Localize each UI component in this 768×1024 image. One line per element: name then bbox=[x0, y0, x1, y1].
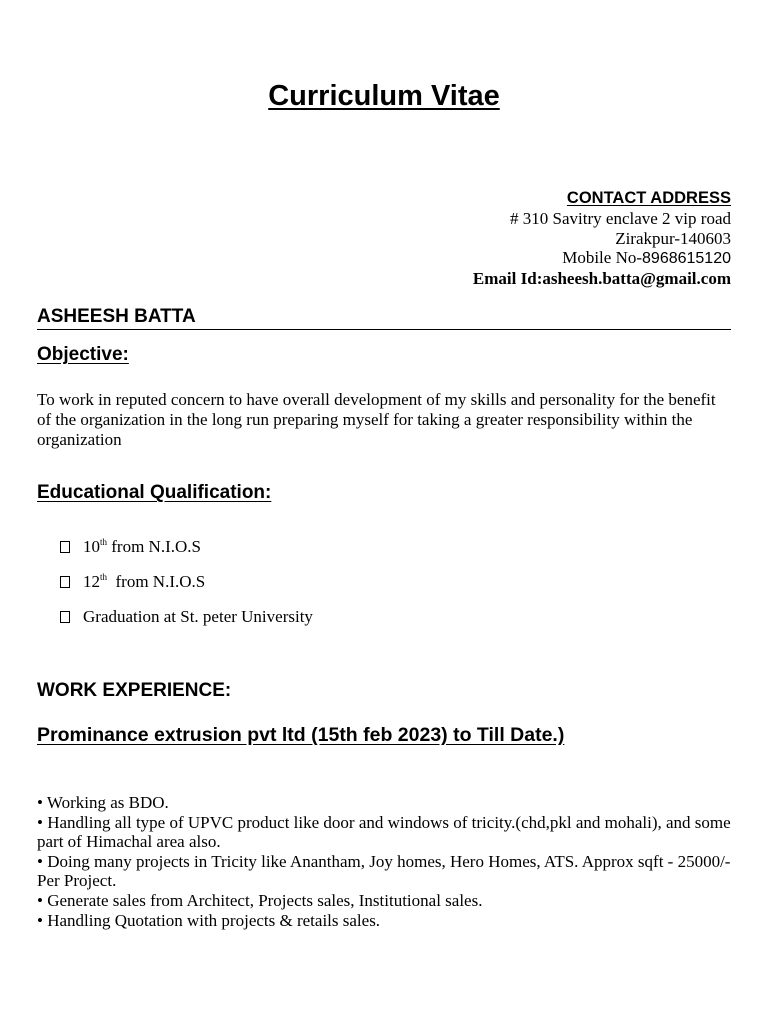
address-line-2: Zirakpur-140603 bbox=[615, 228, 731, 248]
contact-heading: CONTACT ADDRESS bbox=[566, 189, 731, 207]
candidate-name: ASHEESH BATTA bbox=[37, 306, 731, 330]
email-line: Email Id:asheesh.batta@gmail.com bbox=[472, 268, 731, 288]
objective-text: To work in reputed concern to have overall development of my skills and personality for the benefit of the organization in the long run preparing myself for taking a greater responsibility within the organization bbox=[37, 390, 716, 449]
list-item: • Working as BDO. bbox=[37, 793, 169, 812]
work-points bbox=[37, 793, 731, 930]
mobile-number: 8968615120 bbox=[642, 250, 731, 267]
company-heading: Prominance extrusion pvt ltd (15th feb 2023) to Till Date.) bbox=[37, 724, 565, 746]
document-title: Curriculum Vitae bbox=[268, 80, 500, 112]
education-list bbox=[60, 537, 313, 642]
address-line-1: # 310 Savitry enclave 2 vip road bbox=[510, 209, 731, 228]
qualification-text: 10th from N.I.O.S bbox=[83, 537, 201, 556]
list-item bbox=[60, 607, 313, 642]
work-experience-heading: WORK EXPERIENCE: bbox=[37, 680, 232, 701]
qualification-text: 12th from N.I.O.S bbox=[83, 572, 206, 591]
list-item: • Handling all type of UPVC product like door and windows of tricity.(chd,pkl and mohali), and some part of Himachal area also. bbox=[37, 812, 731, 852]
list-item: • Generate sales from Architect, Projects sales, Institutional sales. bbox=[37, 890, 483, 910]
mobile-label: Mobile No- bbox=[562, 248, 643, 267]
list-item bbox=[60, 537, 313, 572]
bullet-box-icon bbox=[60, 576, 70, 588]
list-item bbox=[60, 572, 313, 607]
bullet-box-icon bbox=[60, 611, 70, 623]
education-heading: Educational Qualification: bbox=[37, 482, 272, 503]
list-item: • Handling Quotation with projects & retails sales. bbox=[37, 910, 381, 930]
list-item: • Doing many projects in Tricity like Anantham, Joy homes, Hero Homes, ATS. Approx sqft - 25000/- Per Project. bbox=[37, 851, 731, 891]
mobile-line bbox=[331, 248, 731, 269]
contact-block bbox=[331, 187, 731, 288]
objective-heading: Objective: bbox=[37, 344, 129, 365]
qualification-text: Graduation at St. peter University bbox=[83, 607, 313, 626]
bullet-box-icon bbox=[60, 541, 70, 553]
